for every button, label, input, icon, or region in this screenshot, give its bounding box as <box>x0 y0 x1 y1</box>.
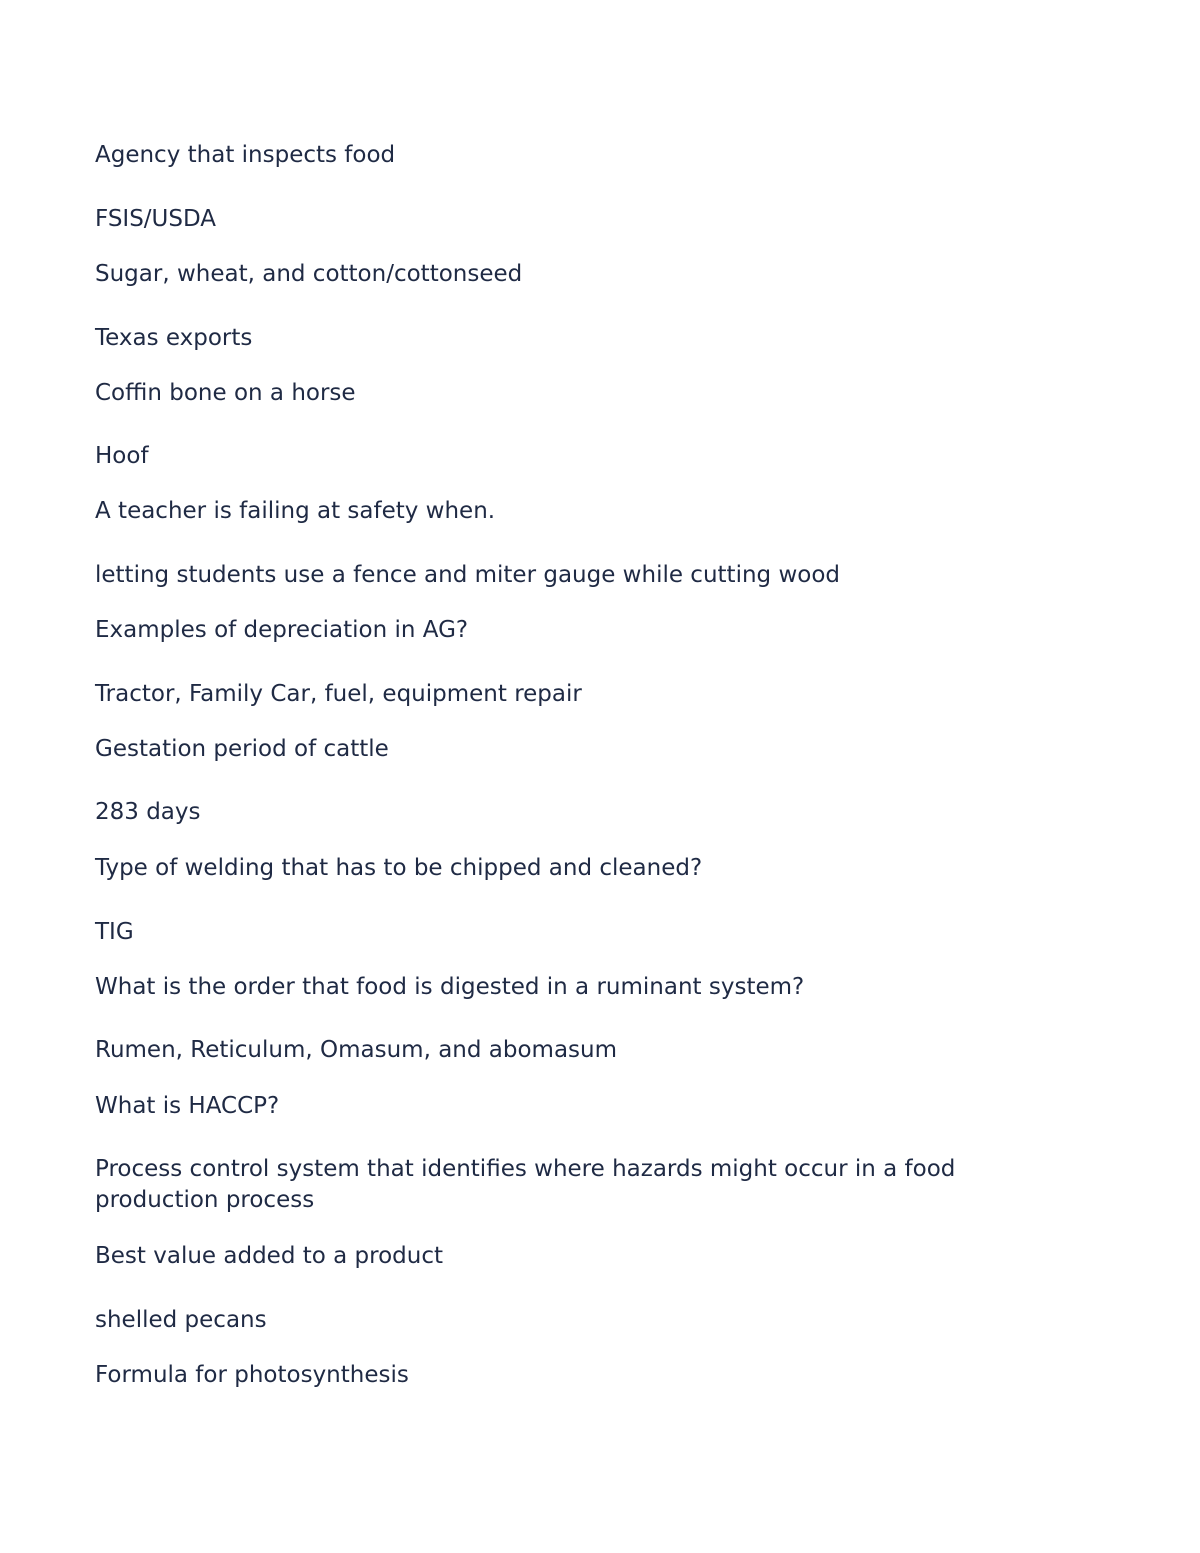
definition-line: Process control system that identifies where hazards might occur in a food production process <box>95 1156 956 1213</box>
term-line: Type of welding that has to be chipped and cleaned? <box>95 855 703 881</box>
definition-line: Texas exports <box>95 325 253 351</box>
term-line: Sugar, wheat, and cotton/cottonseed <box>95 261 523 287</box>
term-line: Examples of depreciation in AG? <box>95 617 469 643</box>
definition-line: FSIS/USDA <box>95 206 217 232</box>
term-line: Formula for photosynthesis <box>95 1362 409 1388</box>
term-line: What is HACCP? <box>95 1093 280 1119</box>
term-line: A teacher is failing at safety when. <box>95 498 496 524</box>
definition-line: shelled pecans <box>95 1307 267 1333</box>
definition-line: Hoof <box>95 443 149 469</box>
definition-line: TIG <box>95 919 134 945</box>
term-line: What is the order that food is digested in a ruminant system? <box>95 974 805 1000</box>
definition-line: Tractor, Family Car, fuel, equipment repair <box>95 681 582 707</box>
definition-line: Rumen, Reticulum, Omasum, and abomasum <box>95 1037 618 1063</box>
term-line: Agency that inspects food <box>95 142 396 168</box>
definition-line: letting students use a fence and miter gauge while cutting wood <box>95 562 840 588</box>
term-line: Best value added to a product <box>95 1243 443 1269</box>
term-line: Coffin bone on a horse <box>95 380 356 406</box>
term-line: Gestation period of cattle <box>95 736 389 762</box>
definition-line: 283 days <box>95 799 201 825</box>
